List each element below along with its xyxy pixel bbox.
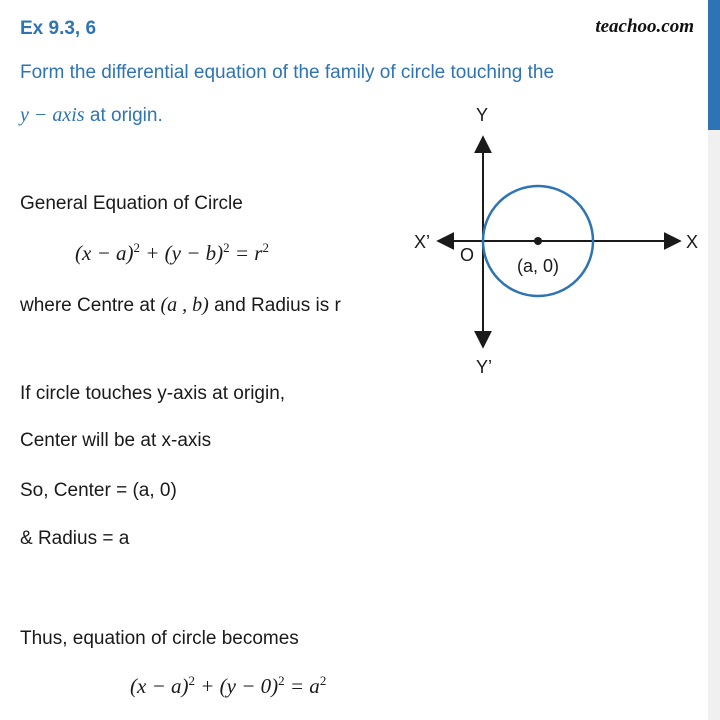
y-prime-label: Y’ (476, 357, 493, 377)
origin-label: O (460, 245, 475, 265)
center-value-line: So, Center = (a, 0) (20, 480, 177, 501)
circle-diagram (410, 95, 710, 385)
eq1-term-1: (x − a) (75, 241, 134, 265)
eq2-exp-3: 2 (319, 673, 327, 688)
eq1-rhs: = r (229, 241, 263, 265)
eq2-rhs: = a (284, 674, 320, 698)
eq2-term-1: (x − a) (130, 674, 189, 698)
eq2-term-2: + (y − 0) (194, 674, 279, 698)
thus-line: Thus, equation of circle becomes (20, 628, 299, 649)
question-axis-math: y − axis (20, 104, 85, 126)
x-axis-label: X (686, 232, 699, 252)
eq1-exp-3: 2 (262, 240, 269, 255)
eq2-exp-1: 2 (188, 673, 195, 688)
question-line-2 (20, 102, 163, 129)
question-line-1: Form the differential equation of the family of circle touching the (20, 62, 555, 83)
x-prime-label: X’ (414, 232, 431, 252)
radius-line: & Radius = a (20, 528, 130, 549)
eq1-exp-2: 2 (223, 240, 230, 255)
eq2-exp-2: 2 (278, 673, 285, 688)
center-x-axis-line: Center will be at x-axis (20, 430, 212, 451)
centre-text-2: and Radius is r (208, 295, 341, 316)
center-label: (a, 0) (517, 256, 560, 276)
general-equation-heading: General Equation of Circle (20, 193, 243, 214)
specific-circle-equation (130, 674, 326, 699)
question-line-2-rest: at origin. (84, 105, 163, 126)
eq1-exp-1: 2 (133, 240, 140, 255)
centre-math: (a , b) (160, 294, 209, 316)
eq1-term-2: + (y − b) (139, 241, 224, 265)
exercise-label: Ex 9.3, 6 (20, 18, 97, 39)
centre-text-1: where Centre at (20, 295, 161, 316)
general-circle-equation (75, 241, 269, 266)
touch-origin-line: If circle touches y-axis at origin, (20, 383, 286, 404)
brand-logo: teachoo.com (595, 16, 694, 37)
centre-radius-line (20, 292, 341, 319)
center-dot (534, 237, 542, 245)
y-axis-label: Y (476, 105, 489, 125)
